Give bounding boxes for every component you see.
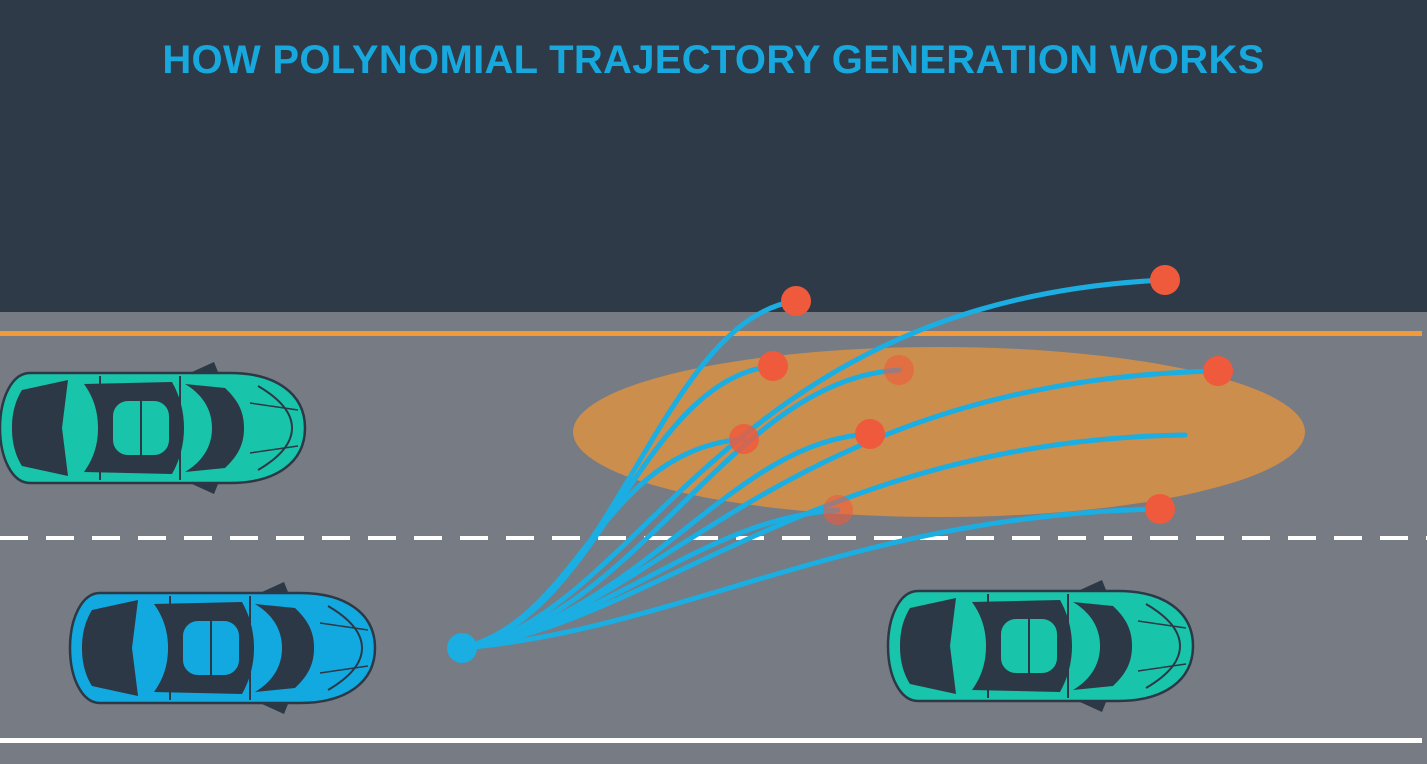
trajectory-start-point <box>447 633 477 663</box>
endpoint-marker <box>1203 356 1233 386</box>
ego-car-icon <box>70 582 375 714</box>
road-edge-line-white <box>0 738 1422 743</box>
endpoint-marker <box>1145 494 1175 524</box>
road-edge-line-orange <box>0 331 1422 336</box>
endpoint-marker <box>1150 265 1180 295</box>
car-top-view-icon <box>888 580 1193 712</box>
endpoint-marker <box>823 495 853 525</box>
car-top-view-icon <box>0 362 305 494</box>
diagram-title: HOW POLYNOMIAL TRAJECTORY GENERATION WORKS <box>162 38 1265 82</box>
endpoint-marker <box>884 355 914 385</box>
endpoint-marker <box>758 351 788 381</box>
endpoint-marker <box>729 424 759 454</box>
endpoint-marker <box>855 419 885 449</box>
endpoint-marker <box>781 286 811 316</box>
